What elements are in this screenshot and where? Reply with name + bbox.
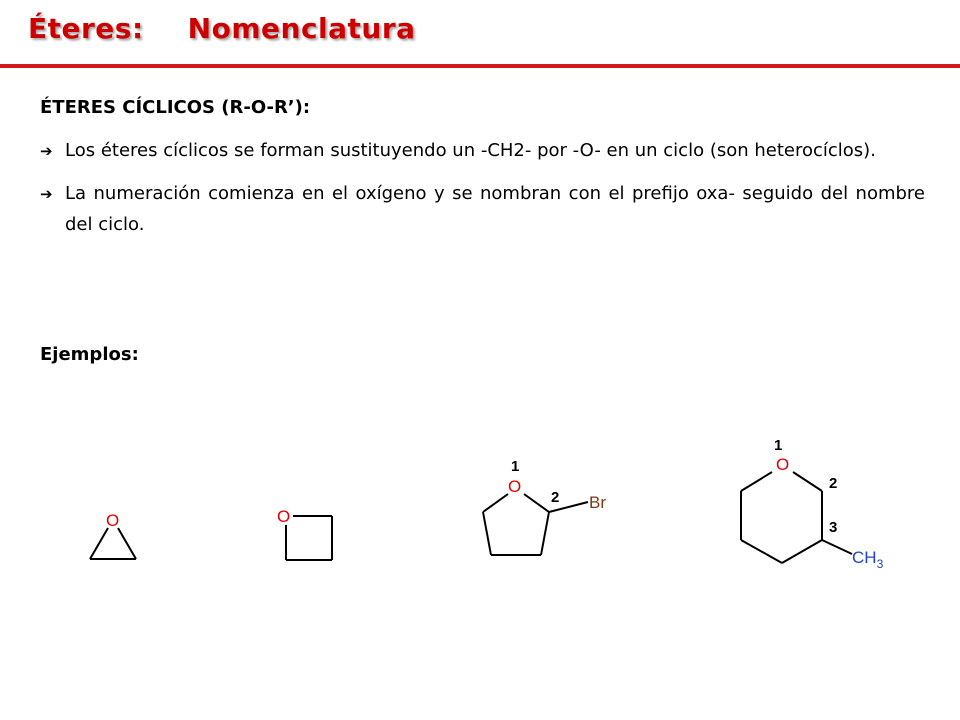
title-part-1: Éteres:	[28, 12, 144, 45]
thf-oxygen-label: O	[508, 477, 522, 496]
thp-methyl-ch: CH	[852, 548, 877, 567]
thp-methyl-label	[852, 548, 884, 571]
oxetane-structure	[286, 516, 332, 560]
arrow-right-icon: ➔	[40, 185, 53, 203]
thf-locant-2: 2	[551, 489, 560, 506]
thf-locant-1: 1	[511, 458, 520, 475]
bullet-text-2: La numeración comienza en el oxígeno y se nombran con el prefijo oxa- seguido del nombre del ciclo.	[65, 183, 925, 235]
oxirane-oxygen-label: O	[106, 511, 120, 530]
arrow-right-icon: ➔	[40, 142, 53, 160]
title-part-2: Nomenclatura	[187, 12, 416, 45]
section-heading: ÉTERES CÍCLICOS (R-O-R’):	[40, 97, 311, 118]
examples-label: Ejemplos:	[40, 344, 139, 365]
thp-oxygen-label: O	[776, 455, 790, 474]
thf-bromine-label: Br	[589, 493, 606, 512]
thp-locant-2: 2	[829, 475, 838, 492]
bullet-text-1: Los éteres cíclicos se forman sustituyendo un -CH2- por -O- en un ciclo (son heterocíclos).	[65, 140, 876, 161]
thp-locant-1: 1	[774, 437, 783, 454]
thp-locant-3: 3	[829, 519, 838, 536]
tetrahydrofuran-structure	[483, 494, 588, 555]
oxirane-structure	[90, 528, 136, 559]
thp-methyl-subscript: 3	[876, 557, 884, 571]
oxetane-oxygen-label: O	[277, 507, 291, 526]
